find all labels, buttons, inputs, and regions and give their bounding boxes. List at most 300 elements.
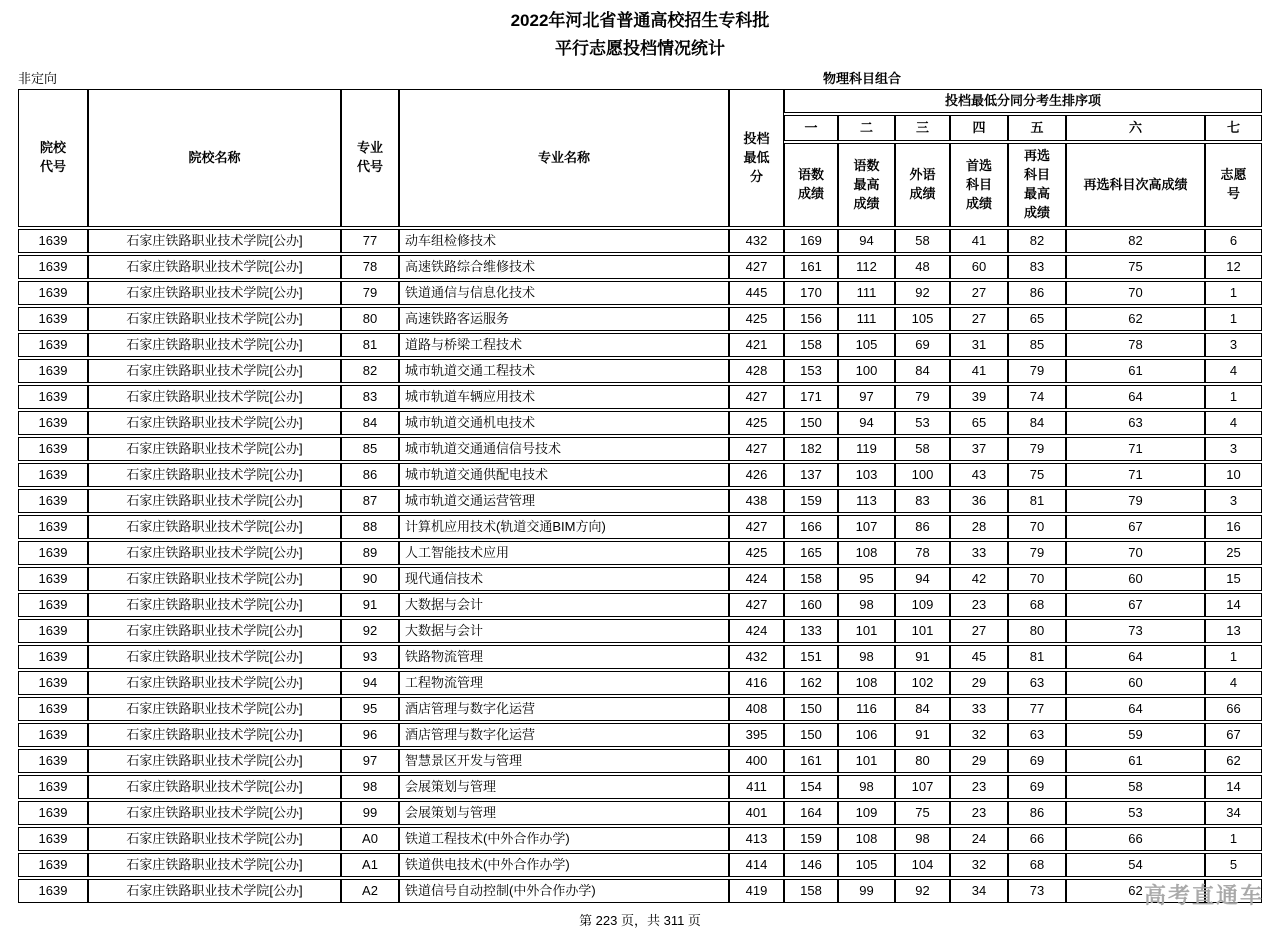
cell-tie-4: 45 xyxy=(950,645,1008,669)
cell-college-name: 石家庄铁路职业技术学院[公办] xyxy=(88,801,341,825)
cell-tie-1: 137 xyxy=(784,463,838,487)
cell-tie-4: 41 xyxy=(950,229,1008,253)
cell-college-code: 1639 xyxy=(18,515,88,539)
cell-college-code: 1639 xyxy=(18,749,88,773)
cell-tie-1: 158 xyxy=(784,567,838,591)
table-row xyxy=(18,307,1262,331)
cell-major-name: 酒店管理与数字化运营 xyxy=(399,723,729,747)
cell-tie-1: 159 xyxy=(784,827,838,851)
cell-college-name: 石家庄铁路职业技术学院[公办] xyxy=(88,879,341,903)
cell-tie-2: 94 xyxy=(838,411,895,435)
cell-min-score: 414 xyxy=(729,853,784,877)
cell-college-code: 1639 xyxy=(18,827,88,851)
cell-tie-3: 91 xyxy=(895,645,950,669)
table-row xyxy=(18,567,1262,591)
cell-tie-2: 108 xyxy=(838,541,895,565)
cell-major-name: 铁路物流管理 xyxy=(399,645,729,669)
cell-tie-5: 80 xyxy=(1008,619,1066,643)
cell-major-code: 80 xyxy=(341,307,399,331)
cell-tie-2: 94 xyxy=(838,229,895,253)
cell-tie-6: 71 xyxy=(1066,463,1205,487)
cell-major-code: 94 xyxy=(341,671,399,695)
cell-tie-1: 171 xyxy=(784,385,838,409)
cell-tie-6: 54 xyxy=(1066,853,1205,877)
cell-college-name: 石家庄铁路职业技术学院[公办] xyxy=(88,229,341,253)
tie-col-5: 五 xyxy=(1008,115,1066,141)
cell-major-code: 96 xyxy=(341,723,399,747)
cell-major-name: 大数据与会计 xyxy=(399,593,729,617)
cell-college-name: 石家庄铁路职业技术学院[公办] xyxy=(88,619,341,643)
cell-major-name: 会展策划与管理 xyxy=(399,775,729,799)
cell-tie-2: 105 xyxy=(838,333,895,357)
cell-tie-3: 48 xyxy=(895,255,950,279)
cell-tie-2: 111 xyxy=(838,307,895,331)
cell-college-code: 1639 xyxy=(18,385,88,409)
cell-major-code: 90 xyxy=(341,567,399,591)
cell-tie-5: 66 xyxy=(1008,827,1066,851)
cell-tie-5: 85 xyxy=(1008,333,1066,357)
cell-tie-3: 105 xyxy=(895,307,950,331)
cell-tie-3: 75 xyxy=(895,801,950,825)
page-title-line2: 平行志愿投档情况统计 xyxy=(555,39,725,59)
cell-tie-2: 106 xyxy=(838,723,895,747)
cell-tie-2: 108 xyxy=(838,827,895,851)
cell-tie-1: 146 xyxy=(784,853,838,877)
cell-min-score: 401 xyxy=(729,801,784,825)
cell-min-score: 413 xyxy=(729,827,784,851)
cell-tie-1: 150 xyxy=(784,697,838,721)
cell-college-name: 石家庄铁路职业技术学院[公办] xyxy=(88,567,341,591)
cell-min-score: 427 xyxy=(729,255,784,279)
cell-major-name: 会展策划与管理 xyxy=(399,801,729,825)
cell-college-name: 石家庄铁路职业技术学院[公办] xyxy=(88,359,341,383)
cell-tie-7: 62 xyxy=(1205,749,1262,773)
table-row xyxy=(18,593,1262,617)
cell-tie-7: 3 xyxy=(1205,489,1262,513)
cell-major-code: 79 xyxy=(341,281,399,305)
cell-tie-6: 82 xyxy=(1066,229,1205,253)
cell-tie-6: 66 xyxy=(1066,827,1205,851)
cell-tie-6: 79 xyxy=(1066,489,1205,513)
cell-tie-7: 16 xyxy=(1205,515,1262,539)
cell-tie-6: 75 xyxy=(1066,255,1205,279)
tie-col-7: 七 xyxy=(1205,115,1262,141)
table-row xyxy=(18,749,1262,773)
cell-college-code: 1639 xyxy=(18,671,88,695)
cell-tie-5: 86 xyxy=(1008,801,1066,825)
cell-college-code: 1639 xyxy=(18,541,88,565)
cell-major-name: 铁道信号自动控制(中外合作办学) xyxy=(399,879,729,903)
cell-college-code: 1639 xyxy=(18,619,88,643)
cell-tie-7: 4 xyxy=(1205,671,1262,695)
cell-tie-2: 113 xyxy=(838,489,895,513)
cell-major-name: 城市轨道交通运营管理 xyxy=(399,489,729,513)
cell-college-name: 石家庄铁路职业技术学院[公办] xyxy=(88,749,341,773)
cell-college-code: 1639 xyxy=(18,853,88,877)
cell-tie-2: 98 xyxy=(838,645,895,669)
cell-major-name: 大数据与会计 xyxy=(399,619,729,643)
cell-tie-2: 108 xyxy=(838,671,895,695)
cell-tie-3: 84 xyxy=(895,359,950,383)
cell-min-score: 427 xyxy=(729,437,784,461)
col-header-college-code: 院校代号 xyxy=(18,89,88,227)
cell-tie-3: 92 xyxy=(895,879,950,903)
cell-tie-4: 42 xyxy=(950,567,1008,591)
cell-college-code: 1639 xyxy=(18,463,88,487)
cell-college-name: 石家庄铁路职业技术学院[公办] xyxy=(88,489,341,513)
cell-college-code: 1639 xyxy=(18,879,88,903)
cell-college-name: 石家庄铁路职业技术学院[公办] xyxy=(88,775,341,799)
cell-tie-5: 79 xyxy=(1008,541,1066,565)
cell-tie-6: 67 xyxy=(1066,593,1205,617)
cell-tie-1: 156 xyxy=(784,307,838,331)
cell-tie-1: 161 xyxy=(784,749,838,773)
cell-tie-2: 107 xyxy=(838,515,895,539)
cell-tie-7: 67 xyxy=(1205,723,1262,747)
table-row xyxy=(18,775,1262,799)
cell-tie-5: 79 xyxy=(1008,359,1066,383)
cell-tie-1: 153 xyxy=(784,359,838,383)
cell-college-code: 1639 xyxy=(18,307,88,331)
cell-major-name: 人工智能技术应用 xyxy=(399,541,729,565)
subject-group-label: 物理科目组合 xyxy=(823,71,902,87)
cell-college-name: 石家庄铁路职业技术学院[公办] xyxy=(88,671,341,695)
cell-tie-4: 23 xyxy=(950,593,1008,617)
cell-tie-3: 92 xyxy=(895,281,950,305)
cell-tie-2: 111 xyxy=(838,281,895,305)
cell-tie-7: 1 xyxy=(1205,827,1262,851)
table-row xyxy=(18,411,1262,435)
cell-min-score: 419 xyxy=(729,879,784,903)
cell-tie-5: 77 xyxy=(1008,697,1066,721)
cell-tie-1: 169 xyxy=(784,229,838,253)
table-row xyxy=(18,489,1262,513)
cell-tie-1: 161 xyxy=(784,255,838,279)
cell-tie-6: 61 xyxy=(1066,749,1205,773)
cell-college-name: 石家庄铁路职业技术学院[公办] xyxy=(88,463,341,487)
cell-tie-7: 4 xyxy=(1205,411,1262,435)
cell-min-score: 424 xyxy=(729,567,784,591)
cell-min-score: 425 xyxy=(729,541,784,565)
cell-tie-2: 98 xyxy=(838,593,895,617)
tie-sub-4: 首选科目成绩 xyxy=(950,143,1008,227)
table-row xyxy=(18,541,1262,565)
cell-tie-1: 170 xyxy=(784,281,838,305)
cell-tie-3: 107 xyxy=(895,775,950,799)
cell-college-code: 1639 xyxy=(18,229,88,253)
cell-tie-2: 103 xyxy=(838,463,895,487)
table-row xyxy=(18,333,1262,357)
cell-tie-4: 34 xyxy=(950,879,1008,903)
cell-tie-4: 28 xyxy=(950,515,1008,539)
cell-tie-1: 151 xyxy=(784,645,838,669)
cell-tie-5: 86 xyxy=(1008,281,1066,305)
orientation-label: 非定向 xyxy=(18,71,58,87)
cell-min-score: 408 xyxy=(729,697,784,721)
cell-college-name: 石家庄铁路职业技术学院[公办] xyxy=(88,255,341,279)
cell-tie-1: 162 xyxy=(784,671,838,695)
cell-tie-4: 27 xyxy=(950,619,1008,643)
cell-tie-2: 99 xyxy=(838,879,895,903)
cell-college-code: 1639 xyxy=(18,411,88,435)
cell-tie-4: 43 xyxy=(950,463,1008,487)
cell-tie-6: 78 xyxy=(1066,333,1205,357)
col-header-min-score: 投档最低分 xyxy=(729,89,784,227)
cell-min-score: 411 xyxy=(729,775,784,799)
cell-tie-2: 116 xyxy=(838,697,895,721)
cell-min-score: 425 xyxy=(729,307,784,331)
cell-tie-1: 150 xyxy=(784,723,838,747)
cell-tie-4: 33 xyxy=(950,541,1008,565)
cell-college-code: 1639 xyxy=(18,255,88,279)
cell-min-score: 427 xyxy=(729,593,784,617)
cell-tie-4: 23 xyxy=(950,775,1008,799)
cell-major-name: 酒店管理与数字化运营 xyxy=(399,697,729,721)
table-body xyxy=(18,229,1262,903)
cell-tie-4: 65 xyxy=(950,411,1008,435)
cell-college-code: 1639 xyxy=(18,801,88,825)
cell-tie-6: 73 xyxy=(1066,619,1205,643)
cell-tie-1: 164 xyxy=(784,801,838,825)
cell-tie-6: 59 xyxy=(1066,723,1205,747)
cell-tie-2: 101 xyxy=(838,619,895,643)
cell-tie-7: 10 xyxy=(1205,463,1262,487)
cell-tie-7: 1 xyxy=(1205,307,1262,331)
cell-tie-3: 100 xyxy=(895,463,950,487)
cell-tie-6: 60 xyxy=(1066,671,1205,695)
cell-college-code: 1639 xyxy=(18,281,88,305)
cell-tie-7: 14 xyxy=(1205,593,1262,617)
cell-min-score: 428 xyxy=(729,359,784,383)
cell-college-name: 石家庄铁路职业技术学院[公办] xyxy=(88,281,341,305)
cell-tie-3: 84 xyxy=(895,697,950,721)
cell-tie-4: 27 xyxy=(950,281,1008,305)
cell-major-code: 99 xyxy=(341,801,399,825)
cell-college-name: 石家庄铁路职业技术学院[公办] xyxy=(88,307,341,331)
cell-tie-5: 74 xyxy=(1008,385,1066,409)
cell-college-name: 石家庄铁路职业技术学院[公办] xyxy=(88,541,341,565)
cell-tie-5: 73 xyxy=(1008,879,1066,903)
cell-tie-3: 58 xyxy=(895,437,950,461)
cell-min-score: 427 xyxy=(729,515,784,539)
cell-major-code: 77 xyxy=(341,229,399,253)
cell-tie-6: 62 xyxy=(1066,879,1205,903)
cell-college-code: 1639 xyxy=(18,567,88,591)
cell-college-code: 1639 xyxy=(18,775,88,799)
cell-major-code: 98 xyxy=(341,775,399,799)
cell-tie-3: 80 xyxy=(895,749,950,773)
cell-tie-4: 41 xyxy=(950,359,1008,383)
cell-min-score: 425 xyxy=(729,411,784,435)
tie-sub-1: 语数成绩 xyxy=(784,143,838,227)
cell-min-score: 445 xyxy=(729,281,784,305)
cell-tie-6: 60 xyxy=(1066,567,1205,591)
cell-tie-6: 67 xyxy=(1066,515,1205,539)
cell-tie-4: 36 xyxy=(950,489,1008,513)
cell-tie-4: 32 xyxy=(950,723,1008,747)
cell-tie-7: 13 xyxy=(1205,619,1262,643)
cell-college-name: 石家庄铁路职业技术学院[公办] xyxy=(88,333,341,357)
table-row xyxy=(18,827,1262,851)
tie-col-6: 六 xyxy=(1066,115,1205,141)
cell-tie-4: 60 xyxy=(950,255,1008,279)
cell-tie-7: 15 xyxy=(1205,567,1262,591)
cell-major-name: 计算机应用技术(轨道交通BIM方向) xyxy=(399,515,729,539)
cell-college-name: 石家庄铁路职业技术学院[公办] xyxy=(88,593,341,617)
cell-tie-1: 165 xyxy=(784,541,838,565)
cell-tie-6: 70 xyxy=(1066,281,1205,305)
cell-major-name: 智慧景区开发与管理 xyxy=(399,749,729,773)
tie-col-2: 二 xyxy=(838,115,895,141)
cell-tie-5: 84 xyxy=(1008,411,1066,435)
cell-major-code: 91 xyxy=(341,593,399,617)
cell-tie-7: 1 xyxy=(1205,645,1262,669)
cell-major-name: 铁道工程技术(中外合作办学) xyxy=(399,827,729,851)
cell-major-name: 现代通信技术 xyxy=(399,567,729,591)
tie-sub-5: 再选科目最高成绩 xyxy=(1008,143,1066,227)
cell-major-name: 高速铁路客运服务 xyxy=(399,307,729,331)
cell-tie-3: 69 xyxy=(895,333,950,357)
cell-tie-3: 104 xyxy=(895,853,950,877)
cell-tie-5: 70 xyxy=(1008,515,1066,539)
cell-major-code: 95 xyxy=(341,697,399,721)
table-row xyxy=(18,723,1262,747)
table-row xyxy=(18,645,1262,669)
cell-min-score: 421 xyxy=(729,333,784,357)
cell-tie-7: 5 xyxy=(1205,853,1262,877)
table-row xyxy=(18,879,1262,903)
cell-college-code: 1639 xyxy=(18,437,88,461)
cell-tie-3: 94 xyxy=(895,567,950,591)
cell-tie-2: 105 xyxy=(838,853,895,877)
cell-tie-1: 158 xyxy=(784,333,838,357)
cell-min-score: 438 xyxy=(729,489,784,513)
cell-tie-6: 70 xyxy=(1066,541,1205,565)
table-row xyxy=(18,281,1262,305)
cell-tie-3: 98 xyxy=(895,827,950,851)
table-row xyxy=(18,671,1262,695)
cell-major-code: A2 xyxy=(341,879,399,903)
cell-major-name: 工程物流管理 xyxy=(399,671,729,695)
cell-tie-5: 69 xyxy=(1008,749,1066,773)
cell-tie-3: 78 xyxy=(895,541,950,565)
cell-tie-1: 154 xyxy=(784,775,838,799)
cell-tie-1: 159 xyxy=(784,489,838,513)
cell-tie-6: 71 xyxy=(1066,437,1205,461)
cell-college-code: 1639 xyxy=(18,359,88,383)
cell-major-name: 铁道供电技术(中外合作办学) xyxy=(399,853,729,877)
table-row xyxy=(18,697,1262,721)
cell-min-score: 432 xyxy=(729,229,784,253)
cell-major-code: 85 xyxy=(341,437,399,461)
cell-tie-4: 33 xyxy=(950,697,1008,721)
cell-tie-5: 81 xyxy=(1008,645,1066,669)
table-row xyxy=(18,385,1262,409)
cell-tie-3: 86 xyxy=(895,515,950,539)
cell-major-code: 92 xyxy=(341,619,399,643)
cell-tie-4: 29 xyxy=(950,749,1008,773)
cell-tie-5: 63 xyxy=(1008,723,1066,747)
cell-tie-5: 75 xyxy=(1008,463,1066,487)
cell-tie-7: 1 xyxy=(1205,281,1262,305)
cell-major-name: 城市轨道车辆应用技术 xyxy=(399,385,729,409)
label-row xyxy=(18,63,1262,85)
cell-major-code: 78 xyxy=(341,255,399,279)
cell-major-code: 87 xyxy=(341,489,399,513)
cell-college-code: 1639 xyxy=(18,489,88,513)
tie-sub-3: 外语成绩 xyxy=(895,143,950,227)
cell-tie-4: 29 xyxy=(950,671,1008,695)
cell-major-code: 84 xyxy=(341,411,399,435)
table-row xyxy=(18,619,1262,643)
cell-tie-5: 82 xyxy=(1008,229,1066,253)
cell-tie-5: 70 xyxy=(1008,567,1066,591)
cell-tie-4: 31 xyxy=(950,333,1008,357)
cell-college-name: 石家庄铁路职业技术学院[公办] xyxy=(88,385,341,409)
table-header xyxy=(18,89,1262,227)
cell-major-name: 铁道通信与信息化技术 xyxy=(399,281,729,305)
cell-tie-5: 68 xyxy=(1008,853,1066,877)
table-row xyxy=(18,515,1262,539)
page-header xyxy=(0,0,1280,63)
table-row xyxy=(18,437,1262,461)
cell-tie-1: 160 xyxy=(784,593,838,617)
cell-college-name: 石家庄铁路职业技术学院[公办] xyxy=(88,723,341,747)
cell-tie-4: 23 xyxy=(950,801,1008,825)
cell-major-code: 86 xyxy=(341,463,399,487)
cell-tie-2: 112 xyxy=(838,255,895,279)
tie-break-group-header: 投档最低分同分考生排序项 xyxy=(784,89,1262,113)
cell-tie-3: 102 xyxy=(895,671,950,695)
cell-tie-3: 109 xyxy=(895,593,950,617)
cell-tie-2: 98 xyxy=(838,775,895,799)
table-row xyxy=(18,359,1262,383)
cell-major-code: 93 xyxy=(341,645,399,669)
cell-college-code: 1639 xyxy=(18,593,88,617)
cell-tie-1: 133 xyxy=(784,619,838,643)
cell-tie-7: 66 xyxy=(1205,697,1262,721)
cell-tie-7: 34 xyxy=(1205,801,1262,825)
cell-tie-5: 68 xyxy=(1008,593,1066,617)
cell-college-name: 石家庄铁路职业技术学院[公办] xyxy=(88,645,341,669)
cell-tie-2: 101 xyxy=(838,749,895,773)
tie-col-4: 四 xyxy=(950,115,1008,141)
cell-tie-3: 101 xyxy=(895,619,950,643)
tie-sub-2: 语数最高成绩 xyxy=(838,143,895,227)
cell-major-code: A0 xyxy=(341,827,399,851)
cell-tie-2: 100 xyxy=(838,359,895,383)
watermark: 高考直通车 xyxy=(1143,883,1264,908)
cell-tie-7: 3 xyxy=(1205,437,1262,461)
cell-tie-5: 63 xyxy=(1008,671,1066,695)
cell-tie-2: 119 xyxy=(838,437,895,461)
cell-tie-7: 6 xyxy=(1205,229,1262,253)
cell-tie-1: 150 xyxy=(784,411,838,435)
cell-tie-7: 14 xyxy=(1205,775,1262,799)
cell-min-score: 400 xyxy=(729,749,784,773)
cell-tie-6: 64 xyxy=(1066,645,1205,669)
tie-sub-7: 志愿号 xyxy=(1205,143,1262,227)
cell-min-score: 424 xyxy=(729,619,784,643)
cell-major-code: 82 xyxy=(341,359,399,383)
cell-tie-3: 79 xyxy=(895,385,950,409)
tie-col-1: 一 xyxy=(784,115,838,141)
cell-college-name: 石家庄铁路职业技术学院[公办] xyxy=(88,437,341,461)
cell-min-score: 432 xyxy=(729,645,784,669)
cell-major-code: 89 xyxy=(341,541,399,565)
col-header-college-name: 院校名称 xyxy=(88,89,341,227)
admission-table xyxy=(18,87,1262,905)
